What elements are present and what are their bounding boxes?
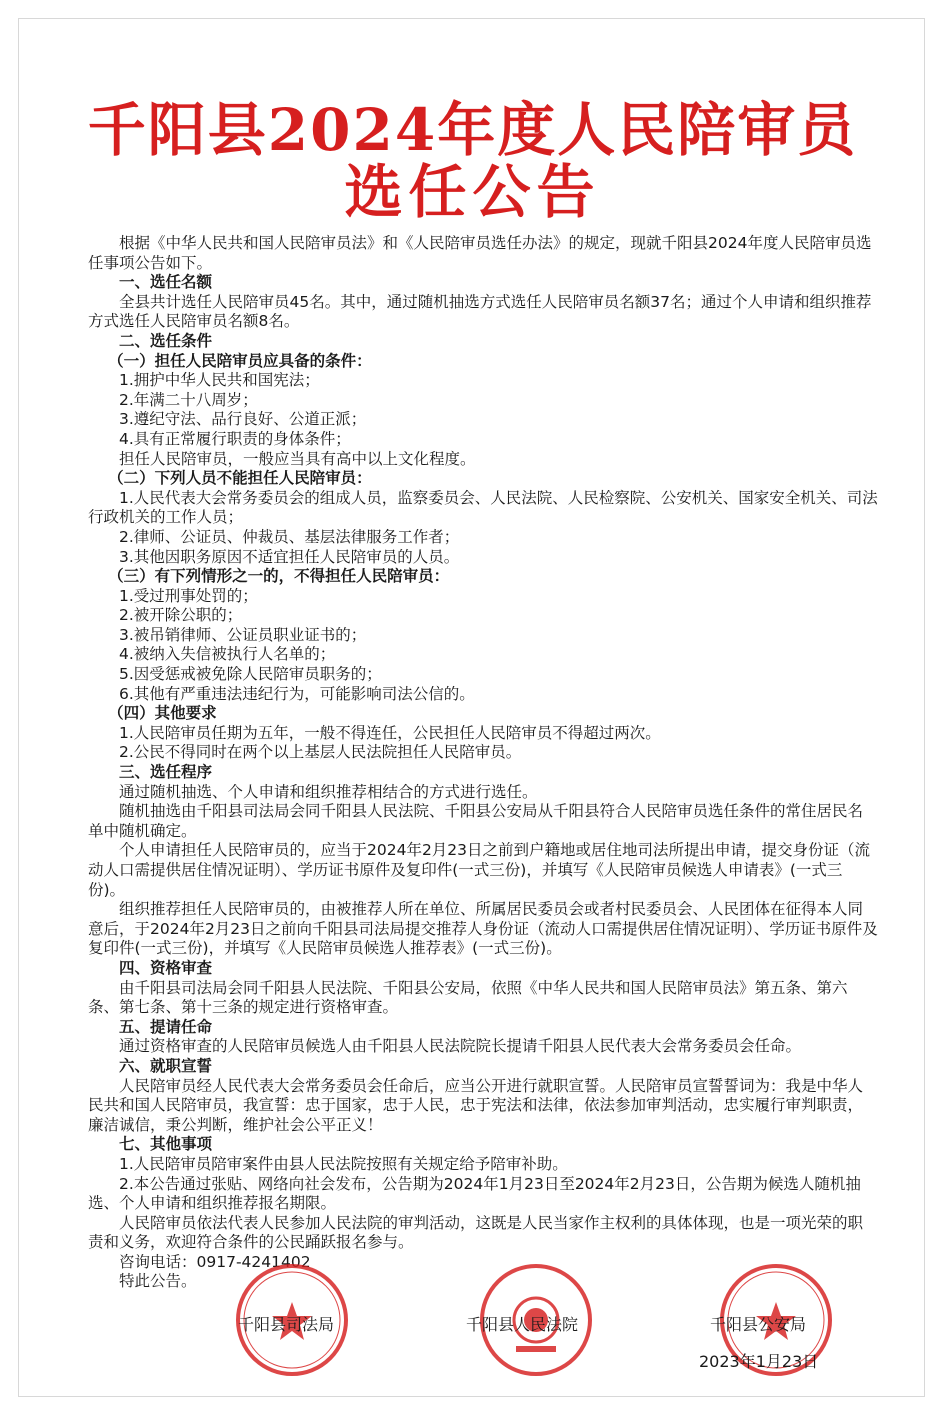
paragraph: 4.被纳入失信被执行人名单的； — [119, 645, 336, 664]
signature-court: 千阳县人民法院 — [466, 1315, 579, 1334]
section-heading: 七、其他事项 — [119, 1135, 213, 1154]
paragraph: 根据《中华人民共和国人民陪审员法》和《人民陪审员选任办法》的规定，现就千阳县2024年度人民陪审员选任事项公告如下。 — [88, 234, 872, 272]
section-heading: 一、选任名额 — [119, 273, 213, 292]
paragraph: 3.遵纪守法、品行良好、公道正派； — [119, 410, 367, 429]
notice-date: 2023年1月23日 — [699, 1352, 819, 1371]
paragraph: 1.拥护中华人民共和国宪法； — [119, 371, 320, 390]
notice-body — [88, 234, 878, 1292]
section-heading: （二）下列人员不能担任人民陪审员： — [108, 469, 372, 488]
paragraph: 担任人民陪审员，一般应当具有高中以上文化程度。 — [119, 449, 476, 468]
paragraph: 2.年满二十八周岁； — [119, 390, 258, 409]
paragraph: 通过资格审查的人民陪审员候选人由千阳县人民法院院长提请千阳县人民代表大会常务委员会任命。 — [119, 1037, 802, 1056]
section-heading: （四）其他要求 — [108, 704, 217, 723]
notice-title-line2: 选任公告 — [344, 158, 601, 226]
paragraph: 1.人民代表大会常务委员会的组成人员，监察委员会、人民法院、人民检察院、公安机关、国家安全机关、司法行政机关的工作人员； — [88, 488, 878, 527]
paragraph: 1.人民陪审员任期为五年，一般不得连任，公民担任人民陪审员不得超过两次。 — [119, 723, 661, 742]
paragraph: 咨询电话：0917-4241402 — [119, 1252, 311, 1271]
paragraph: 2.本公告通过张贴、网络向社会发布，公告期为2024年1月23日至2024年2月23日，公告期为候选人随机抽选、个人申请和组织推荐报名期限。 — [88, 1174, 861, 1213]
section-heading: 六、就职宣誓 — [119, 1056, 213, 1075]
paragraph: 人民陪审员依法代表人民参加人民法院的审判活动，这既是人民当家作主权利的具体体现，也是一项光荣的职责和义务，欢迎符合条件的公民踊跃报名参与。 — [88, 1213, 864, 1252]
paragraph: 1.人民陪审员陪审案件由县人民法院按照有关规定给予陪审补助。 — [119, 1154, 568, 1173]
paragraph: 3.其他因职务原因不适宜担任人民陪审员的人员。 — [119, 547, 460, 566]
section-heading: （三）有下列情形之一的，不得担任人民陪审员： — [108, 567, 450, 586]
notice-title-line1: 千阳县2024年度人民陪审员 — [87, 96, 858, 164]
paragraph: 2.公民不得同时在两个以上基层人民法院担任人民陪审员。 — [119, 743, 522, 762]
paragraph: 组织推荐担任人民陪审员的，由被推荐人所在单位、所属居民委员会或者村民委员会、人民团体在征得本人同意后，于2024年2月23日之前向千阳县司法局提交推荐人身份证（流动人口需提供居住情况证明）、学历证书原件及复印件(一式三份)，并填写《人民陪审员候选人推荐表》(一式三份)。 — [88, 900, 878, 958]
paragraph: 6.其他有严重违法违纪行为，可能影响司法公信的。 — [119, 684, 475, 703]
signature-police-bureau: 千阳县公安局 — [710, 1315, 807, 1334]
section-heading: （一）担任人民陪审员应具备的条件： — [108, 351, 372, 370]
section-heading: 二、选任条件 — [119, 331, 213, 350]
paragraph: 全县共计选任人民陪审员45名。其中，通过随机抽选方式选任人民陪审员名额37名；通过个人申请和组织推荐方式选任人民陪审员名额8名。 — [88, 292, 872, 331]
section-heading: 五、提请任命 — [119, 1017, 213, 1036]
signature-justice-bureau: 千阳县司法局 — [238, 1315, 335, 1334]
paragraph: 特此公告。 — [119, 1272, 197, 1291]
paragraph: 由千阳县司法局会同千阳县人民法院、千阳县公安局，依照《中华人民共和国人民陪审员法》第五条、第六条、第七条、第十三条的规定进行资格审查。 — [88, 978, 848, 1017]
paragraph: 4.具有正常履行职责的身体条件； — [119, 429, 351, 448]
paragraph: 3.被吊销律师、公证员职业证书的； — [119, 625, 367, 644]
paragraph: 随机抽选由千阳县司法局会同千阳县人民法院、千阳县公安局从千阳县符合人民陪审员选任条件的常住居民名单中随机确定。 — [88, 802, 864, 840]
section-heading: 三、选任程序 — [119, 763, 213, 782]
paragraph: 人民陪审员经人民代表大会常务委员会任命后，应当公开进行就职宣誓。人民陪审员宣誓誓词为：我是中华人民共和国人民陪审员，我宣誓：忠于国家，忠于人民，忠于宪法和法律，依法参加审判活动，忠实履行审判职责，廉洁诚信，秉公判断，维护社会公平正义！ — [88, 1076, 864, 1134]
paragraph: 5.因受惩戒被免除人民陪审员职务的； — [119, 665, 382, 684]
paragraph: 2.被开除公职的； — [119, 606, 243, 625]
paragraph: 1.受过刑事处罚的； — [119, 586, 258, 605]
section-heading: 四、资格审查 — [119, 958, 213, 977]
paragraph: 通过随机抽选、个人申请和组织推荐相结合的方式进行选任。 — [119, 782, 538, 801]
paragraph: 2.律师、公证员、仲裁员、基层法律服务工作者； — [119, 527, 460, 546]
paragraph: 个人申请担任人民陪审员的，应当于2024年2月23日之前到户籍地或居住地司法所提出申请，提交身份证（流动人口需提供居住情况证明）、学历证书原件及复印件(一式三份)，并填写《人民陪审员候选人申请表》(一式三份)。 — [88, 841, 871, 899]
